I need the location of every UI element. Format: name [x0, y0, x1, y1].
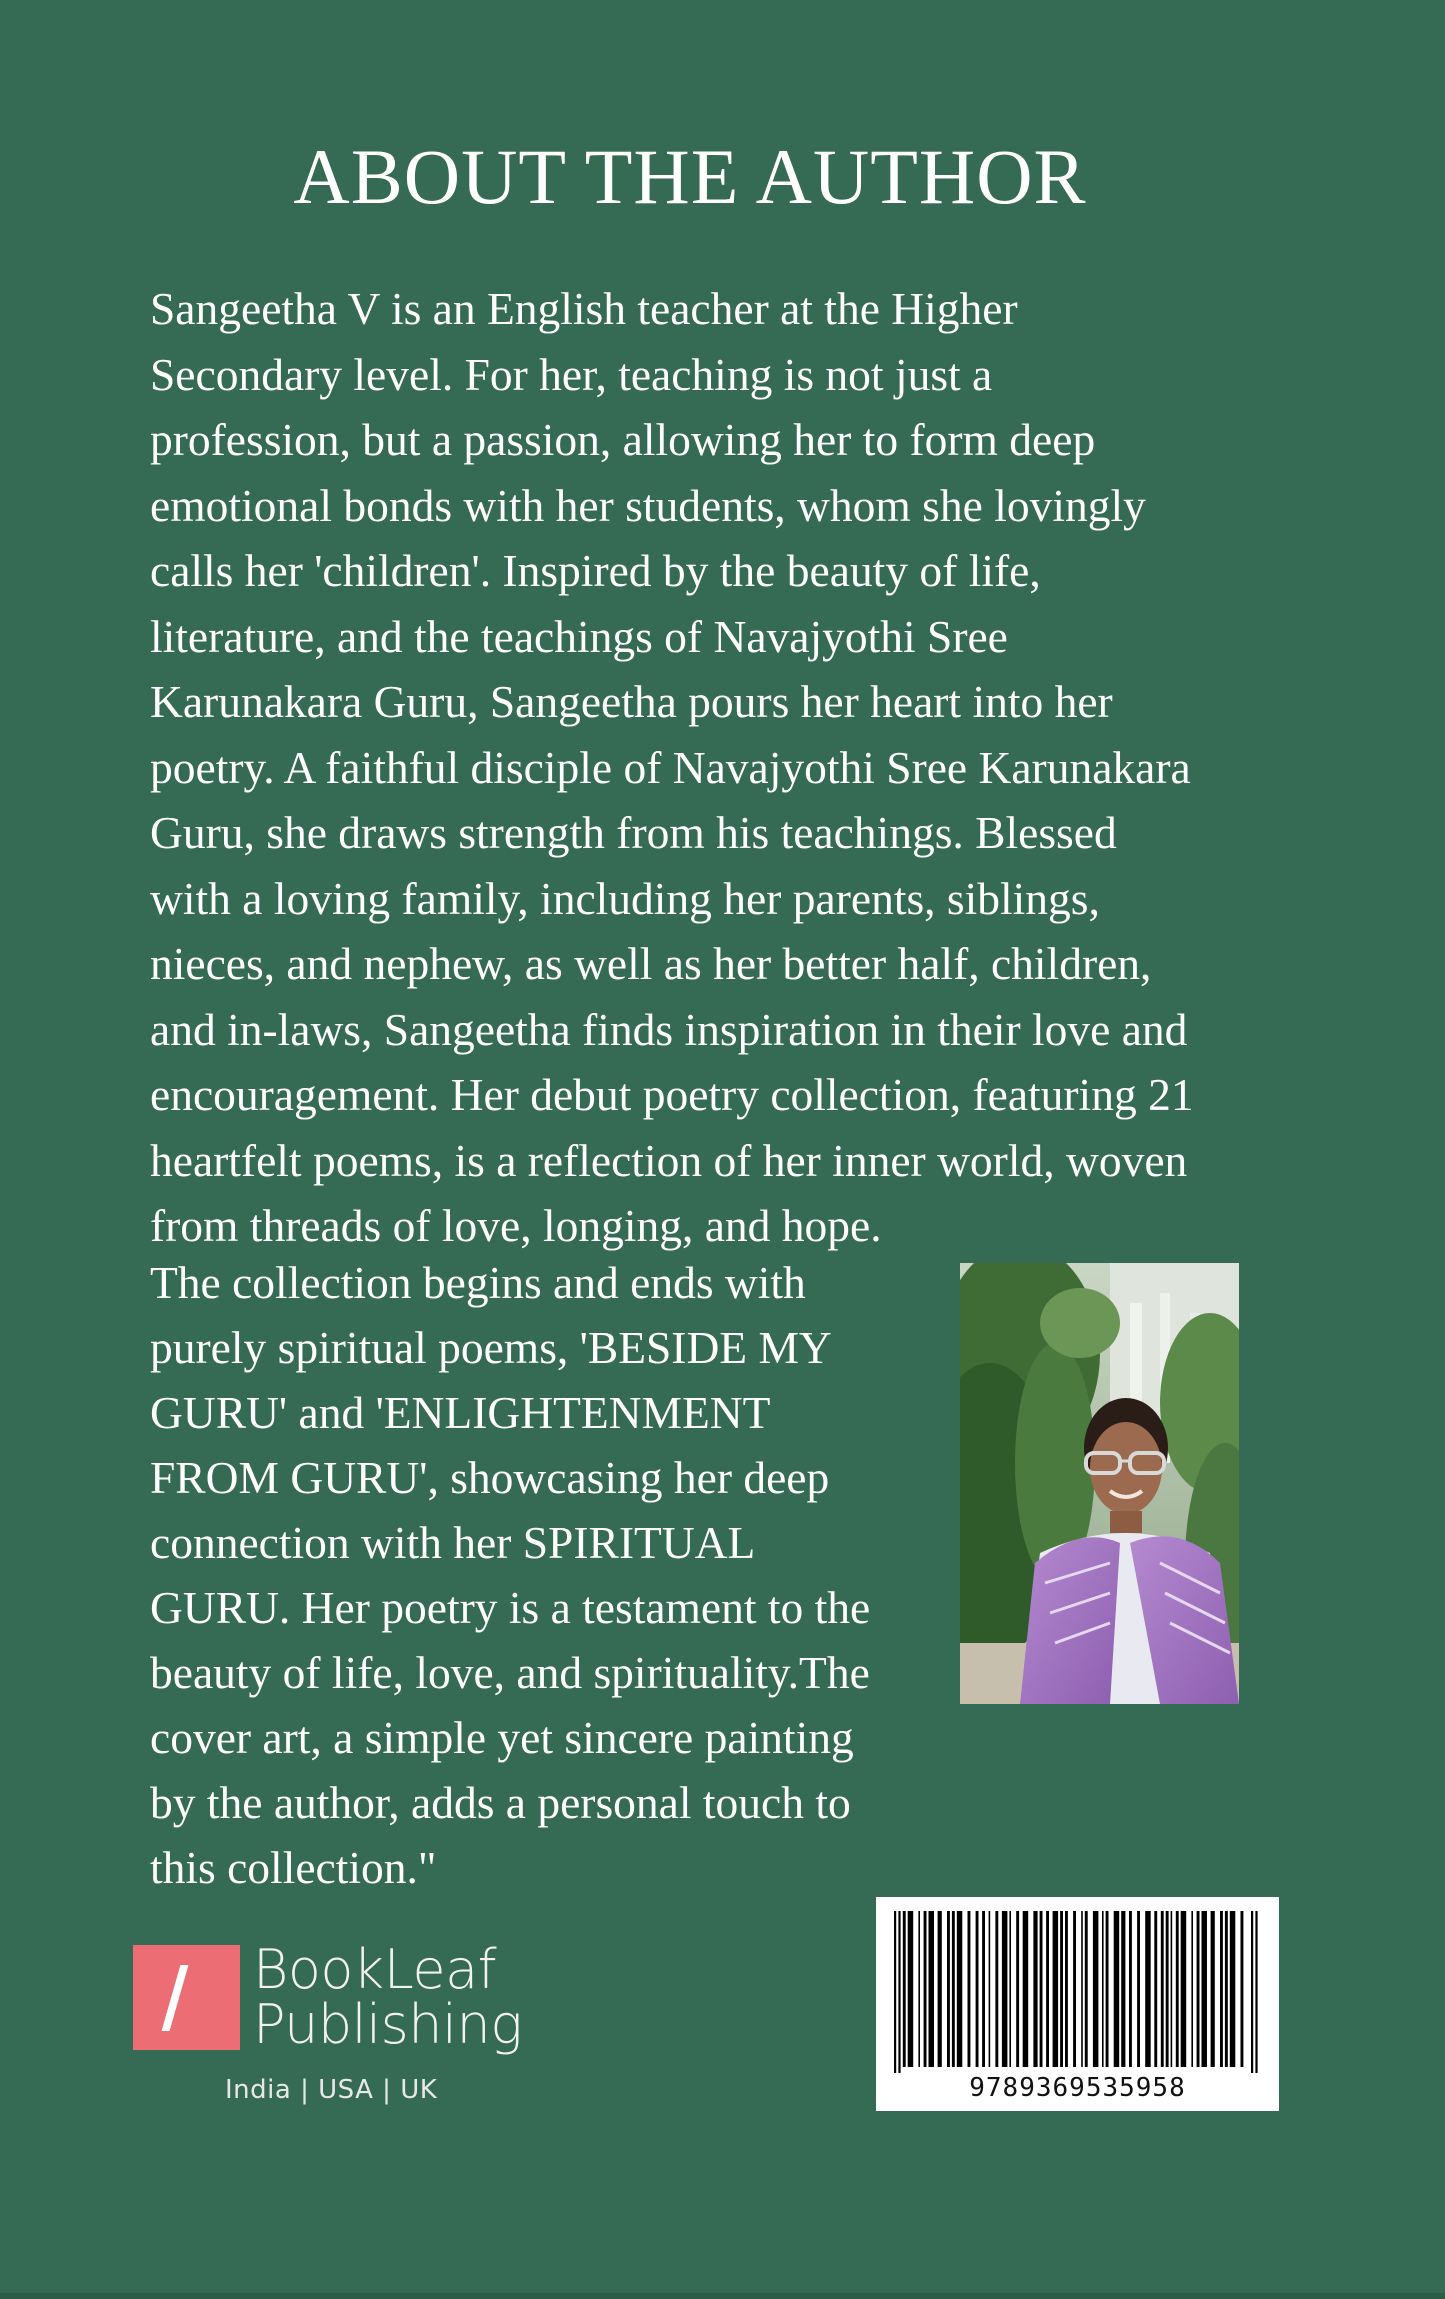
barcode-bar [1241, 1911, 1244, 2067]
barcode-bar [1114, 1911, 1120, 2067]
barcode-bar [1102, 1911, 1104, 2067]
barcode-bar [1251, 1911, 1253, 2073]
isbn-barcode [876, 1897, 1279, 2111]
barcode-bar [1016, 1911, 1019, 2067]
barcode-bar [1166, 1911, 1169, 2067]
barcode-bar [1145, 1911, 1151, 2067]
bio-line: Guru, she draws strength from his teachings. Blessed [150, 807, 1117, 858]
bio-line: nieces, and nephew, as well as her better half, children, [150, 938, 1152, 989]
barcode-bar [1081, 1911, 1083, 2067]
barcode-bar [1040, 1911, 1043, 2067]
barcode-bar [1046, 1911, 1049, 2067]
bio-line: Karunakara Guru, Sangeetha pours her heart into her [150, 676, 1113, 727]
barcode-bar [1129, 1911, 1132, 2067]
bio-line: emotional bonds with her students, whom she lovingly [150, 479, 1146, 531]
barcode-bar [1230, 1911, 1236, 2067]
description-line: FROM GURU', showcasing her deep [150, 1452, 830, 1503]
barcode-bar [952, 1911, 955, 2067]
slash-icon [162, 1965, 189, 2031]
isbn-number: 9789369535958 [969, 2073, 1186, 2103]
bio-line: profession, but a passion, allowing her to form deep [150, 414, 1096, 465]
barcode-bar [1171, 1911, 1173, 2067]
page-title: ABOUT THE AUTHOR [293, 133, 1087, 220]
barcode-bar [957, 1911, 963, 2067]
bio-line: and in-laws, Sangeetha finds inspiration in their love and [150, 1003, 1188, 1055]
barcode-bar [1211, 1911, 1215, 2067]
publisher-logo-mark [133, 1945, 240, 2050]
barcode-bar [1093, 1911, 1099, 2067]
description-line: cover art, a simple yet sincere painting [150, 1712, 854, 1763]
barcode-bar [1065, 1911, 1068, 2067]
barcode-bar [908, 1911, 914, 2067]
barcode-bar [982, 1911, 985, 2067]
barcode-bar [929, 1911, 935, 2067]
bio-line: poetry. A faithful disciple of Navajyothi Sree Karunakara [150, 741, 1191, 793]
barcode-bar [1225, 1911, 1228, 2067]
barcode-bar [898, 1911, 900, 2073]
barcode-bar [995, 1911, 998, 2067]
barcode-bar [1002, 1911, 1008, 2067]
barcode-bar [1154, 1911, 1157, 2067]
description-line: beauty of life, love, and spirituality.The [150, 1647, 870, 1698]
barcode-bar [1137, 1911, 1140, 2067]
barcode-bar [903, 1911, 906, 2067]
barcode-bar [1073, 1911, 1076, 2067]
description-line: by the author, adds a personal touch to [150, 1777, 851, 1828]
author-bio [150, 276, 1300, 1259]
description-line: The collection begins and ends with [150, 1257, 806, 1308]
barcode-bar [924, 1911, 927, 2067]
barcode-bar [989, 1911, 991, 2067]
bio-line: encouragement. Her debut poetry collection, featuring 21 [150, 1069, 1194, 1120]
bio-line: with a loving family, including her parents, siblings, [150, 872, 1100, 924]
barcode-bar [1191, 1911, 1193, 2067]
barcode-bar [918, 1911, 920, 2067]
barcode-bar [1176, 1911, 1179, 2067]
barcode-bar [1053, 1911, 1059, 2067]
barcode-bar [1220, 1911, 1223, 2067]
barcode-bar [968, 1911, 971, 2067]
publisher-name-line1: BookLeaf [253, 1938, 497, 2001]
bio-line: Sangeetha V is an English teacher at the Higher [150, 283, 1018, 334]
barcode-bar [1033, 1911, 1037, 2067]
bio-line: Secondary level. For her, teaching is not just a [150, 348, 993, 400]
barcode-bar [894, 1911, 896, 2073]
barcode-bar [1085, 1911, 1088, 2067]
barcode-bar [1023, 1911, 1028, 2067]
publisher-name-line2: Publishing [253, 1993, 523, 2056]
barcode-bar [976, 1911, 979, 2067]
barcode-bar [947, 1911, 950, 2067]
bio-line: literature, and the teachings of Navajyothi Sree [150, 610, 1008, 662]
publisher-logo [133, 1938, 533, 2113]
barcode-bar [1009, 1911, 1011, 2067]
collection-description [150, 1250, 950, 1900]
barcode-bar [1197, 1911, 1200, 2067]
barcode-bar [1106, 1911, 1109, 2067]
barcode-bar [1060, 1911, 1063, 2067]
bio-line: heartfelt poems, is a reflection of her inner world, woven [150, 1134, 1188, 1186]
description-line: purely spiritual poems, 'BESIDE MY [150, 1322, 832, 1373]
description-line: GURU. Her poetry is a testament to the [150, 1582, 871, 1633]
barcode-bar [1255, 1911, 1257, 2073]
barcode-bar [1181, 1911, 1187, 2067]
bio-line: from threads of love, longing, and hope. [150, 1200, 882, 1251]
barcode-bar [938, 1911, 942, 2067]
barcode-bar [1202, 1911, 1208, 2067]
author-photo [960, 1263, 1239, 1704]
publisher-regions: India | USA | UK [225, 2075, 438, 2105]
barcode-bar [1161, 1911, 1164, 2067]
barcode-bar [1121, 1911, 1125, 2067]
description-line: GURU' and 'ENLIGHTENMENT [150, 1387, 771, 1438]
bio-line: calls her 'children'. Inspired by the beauty of life, [150, 545, 1041, 596]
description-line: this collection." [150, 1842, 437, 1893]
description-line: connection with her SPIRITUAL [150, 1517, 756, 1568]
